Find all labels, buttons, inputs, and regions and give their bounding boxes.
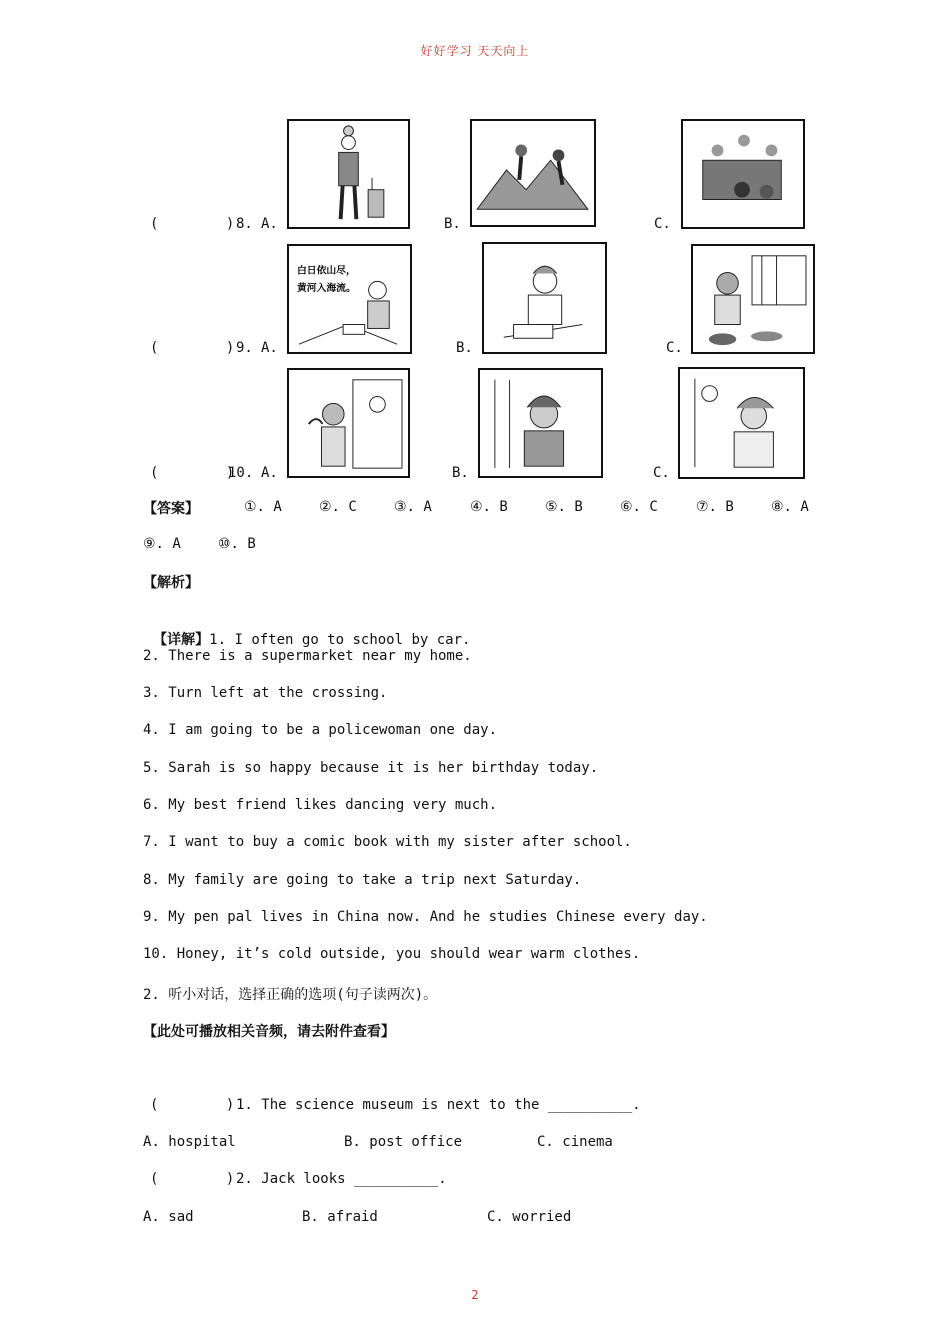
poem-line-2: 黄河入海流。 — [296, 283, 356, 295]
option-b: B. afraid — [302, 1209, 378, 1225]
poem-line-1: 白日依山尽， — [296, 265, 356, 277]
answer-item: ⑧. A — [771, 499, 809, 515]
option-c-label: C. — [653, 465, 670, 481]
sentence: 1. I often go to school by car. — [209, 632, 471, 648]
question-8 — [0, 110, 950, 240]
answer-paren: ( ) — [150, 1097, 235, 1113]
answer-paren: ( ) — [150, 1171, 235, 1187]
audio-note: 【此处可播放相关音频，请去附件查看】 — [143, 1024, 395, 1040]
page-number: 2 — [471, 1288, 479, 1302]
picture-girl-at-window — [287, 368, 410, 478]
option-a-label: A. — [261, 216, 278, 232]
answer-item: ③. A — [394, 499, 432, 515]
answer-item: ⑦. B — [696, 499, 734, 515]
answer-item: ④. B — [470, 499, 508, 515]
sentence: 3. Turn left at the crossing. — [143, 685, 388, 701]
analysis-label: 【解析】 — [143, 575, 199, 591]
sentence: 6. My best friend likes dancing very much. — [143, 797, 498, 813]
answer-item: ⑩. B — [218, 536, 256, 552]
picture-mountain-climbing — [470, 119, 596, 227]
detail-label: 【详解】 — [153, 632, 210, 648]
picture-girl-hat-sun — [678, 367, 805, 479]
question-stem: 1. The science museum is next to the __________. — [236, 1097, 641, 1113]
option-a-label: A. — [261, 465, 278, 481]
picture-reading-poem — [287, 244, 412, 354]
sentence: 9. My pen pal lives in China now. And he studies Chinese every day. — [143, 909, 708, 925]
option-a-label: A. — [261, 340, 278, 356]
picture-writing — [482, 242, 607, 354]
option-b: B. post office — [344, 1134, 463, 1150]
section-2-heading: 2. 听小对话，选择正确的选项(句子读两次)。 — [143, 987, 438, 1003]
option-a: A. hospital — [143, 1134, 236, 1150]
option-b-label: B. — [444, 216, 461, 232]
answer-item: ①. A — [244, 499, 282, 515]
option-c: C. cinema — [537, 1134, 613, 1150]
picture-family-travel — [287, 119, 410, 229]
question-stem: 2. Jack looks __________. — [236, 1171, 447, 1187]
option-c-label: C. — [654, 216, 671, 232]
sentence: 4. I am going to be a policewoman one day. — [143, 722, 498, 738]
detail-line-1 — [143, 610, 470, 649]
option-c-label: C. — [666, 340, 683, 356]
picture-family-dinner — [681, 119, 805, 229]
picture-girl-warm-clothes — [478, 368, 603, 478]
answer-paren: ( ) — [150, 340, 235, 356]
option-b-label: B. — [456, 340, 473, 356]
picture-eating-dumplings — [691, 244, 815, 354]
question-9 — [0, 234, 950, 364]
option-c: C. worried — [487, 1209, 572, 1225]
answer-label: 【答案】 — [143, 501, 199, 517]
page-header: 好好学习 天天向上 — [420, 44, 530, 58]
sentence: 2. There is a supermarket near my home. — [143, 648, 472, 664]
question-number: 8. — [236, 216, 253, 232]
answer-item: ⑨. A — [143, 536, 181, 552]
option-a: A. sad — [143, 1209, 194, 1225]
option-b-label: B. — [452, 465, 469, 481]
question-10 — [0, 358, 950, 488]
answer-item: ⑥. C — [620, 499, 658, 515]
answer-paren: ( ) — [150, 216, 235, 232]
sentence: 10. Honey, it’s cold outside, you should wear warm clothes. — [143, 946, 641, 962]
sentence: 5. Sarah is so happy because it is her birthday today. — [143, 760, 599, 776]
question-number: 10. — [228, 465, 254, 481]
sentence: 7. I want to buy a comic book with my sister after school. — [143, 834, 632, 850]
question-number: 9. — [236, 340, 253, 356]
answer-item: ⑤. B — [545, 499, 583, 515]
sentence: 8. My family are going to take a trip next Saturday. — [143, 872, 582, 888]
answer-paren: ( ) — [150, 465, 235, 481]
answer-item: ②. C — [319, 499, 357, 515]
